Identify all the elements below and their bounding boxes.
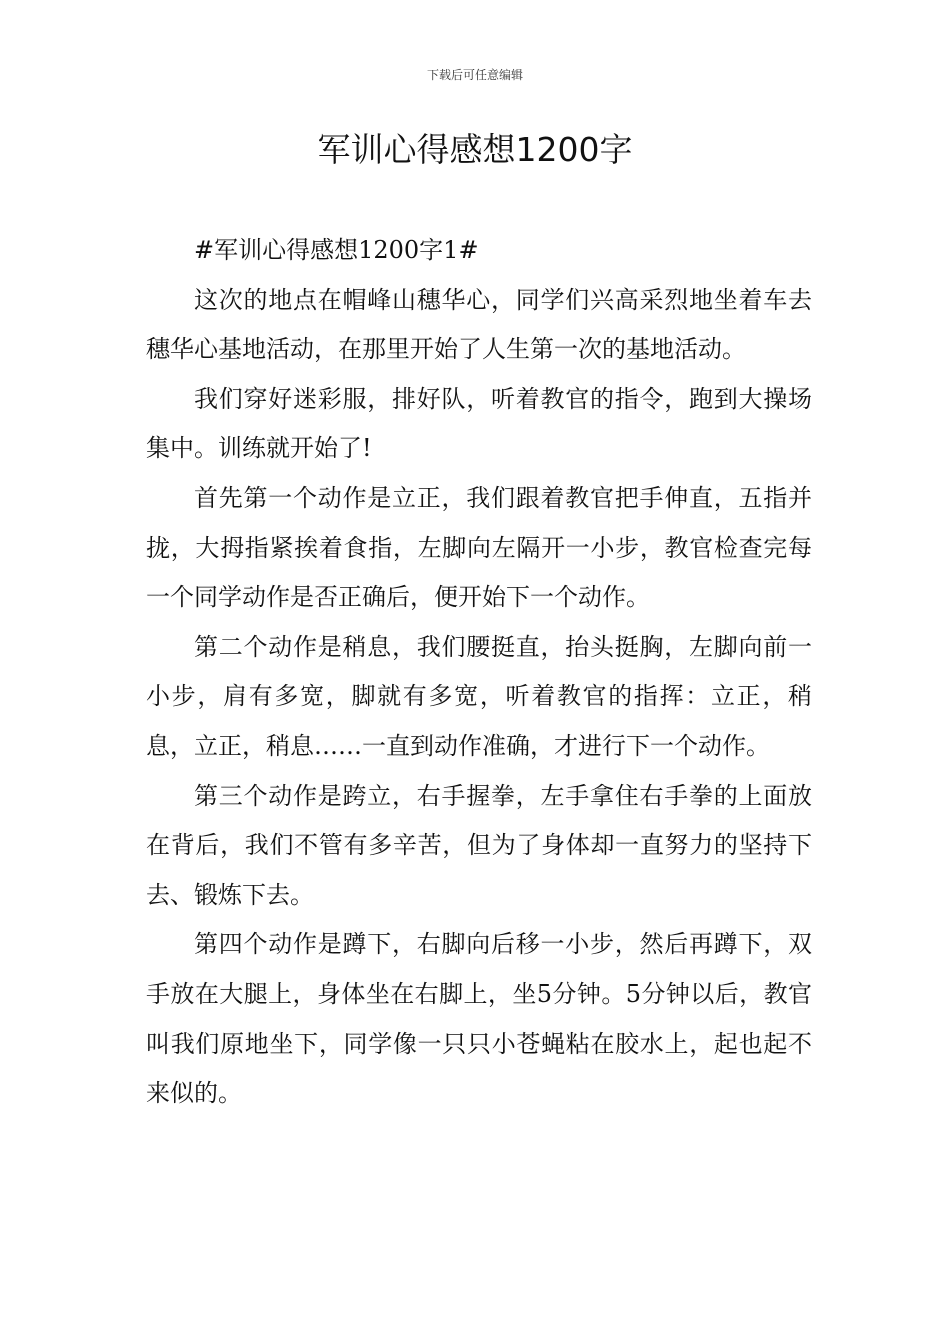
header-note: 下载后可任意编辑	[426, 68, 523, 82]
paragraph-5: 第三个动作是跨立，右手握拳，左手拿住右手拳的上面放在背后，我们不管有多辛苦，但为了身体却一直努力的坚持下去、锻炼下去。	[146, 781, 812, 909]
paragraph-3: 首先第一个动作是立正，我们跟着教官把手伸直，五指并拢，大拇指紧挨着食指，左脚向左隔开一小步，教官检查完每一个同学动作是否正确后，便开始下一个动作。	[146, 483, 812, 612]
document-title: 军训心得感想1200字	[317, 130, 633, 169]
section-heading: #军训心得感想1200字1#	[194, 236, 479, 264]
paragraph-6: 第四个动作是蹲下，右脚向后移一小步，然后再蹲下，双手放在大腿上，身体坐在右脚上，坐5分钟。5分钟以后，教官叫我们原地坐下，同学像一只只小苍蝇粘在胶水上，起也起不来似的。	[146, 930, 812, 1108]
paragraph-2: 我们穿好迷彩服，排好队，听着教官的指令，跑到大操场集中。训练就开始了!	[146, 384, 812, 463]
paragraph-1: 这次的地点在帽峰山穗华心，同学们兴高采烈地坐着车去穗华心基地活动，在那里开始了人生第一次的基地活动。	[146, 285, 812, 364]
document-body	[146, 226, 812, 1119]
paragraph-4: 第二个动作是稍息，我们腰挺直，抬头挺胸，左脚向前一小步，肩有多宽，脚就有多宽，听着教官的指挥：立正，稍息，立正，稍息……一直到动作准确，才进行下一个动作。	[146, 632, 812, 760]
